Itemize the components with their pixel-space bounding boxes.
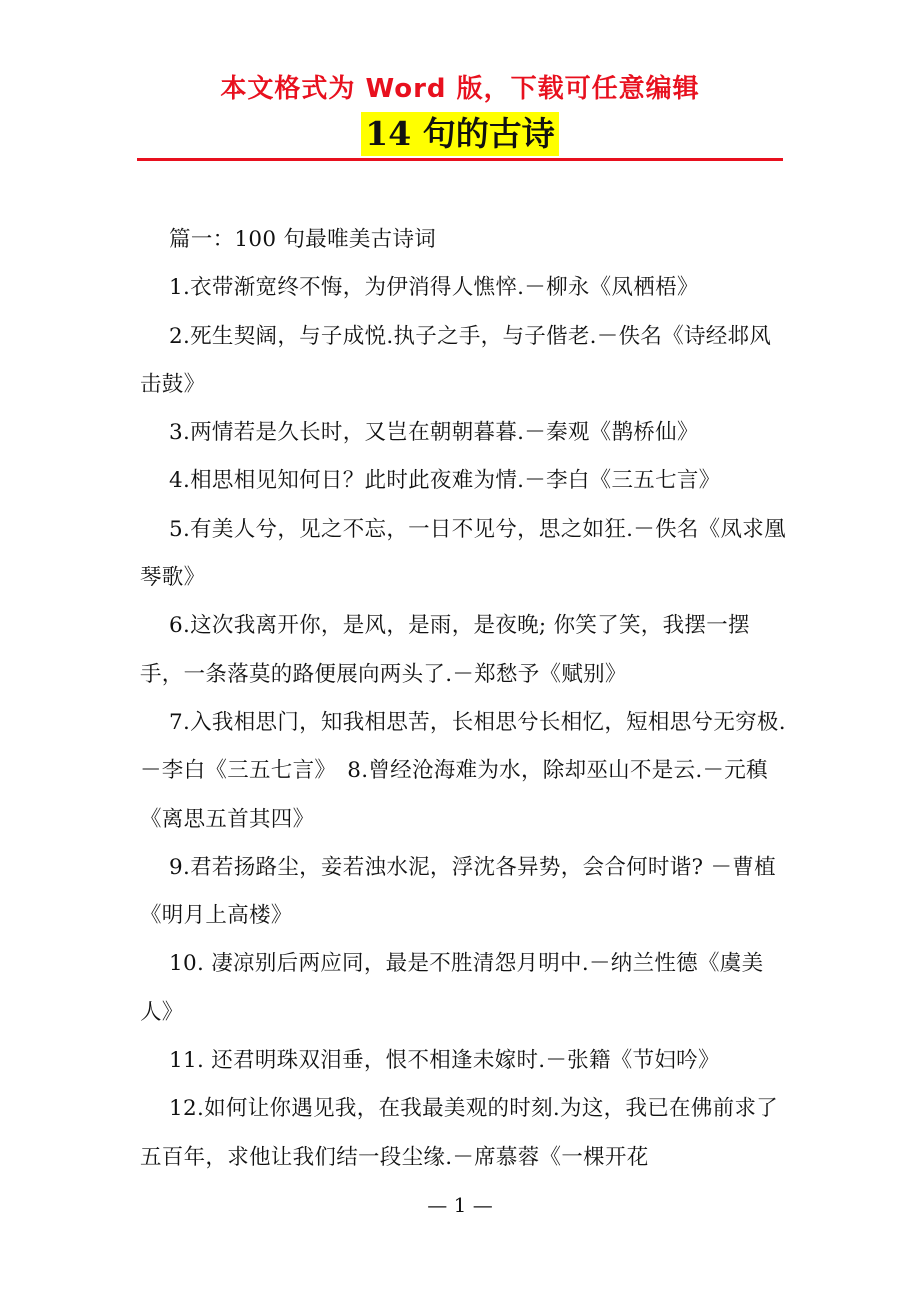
poem-line: 3.两情若是久长时，又岂在朝朝暮暮.－秦观《鹊桥仙》 <box>169 420 699 446</box>
poem-line: 5.有美人兮，见之不忘，一日不见兮，思之如狂.－佚名《凤求凰琴歌》 <box>140 516 786 591</box>
poem-line: 11. 还君明珠双泪垂，恨不相逢未嫁时.－张籍《节妇吟》 <box>169 1048 720 1074</box>
title-container <box>0 112 920 156</box>
poem-line: 7.入我相思门，知我相思苦，长相思兮长相忆，短相思兮无穷极.－李白《三五七言》 8.曾经沧海难为水，除却巫山不是云.－元稹《离思五首其四》 <box>140 709 786 832</box>
document-body <box>140 216 790 1182</box>
title-divider <box>137 158 783 161</box>
format-banner: 本文格式为 Word 版，下载可任意编辑 <box>220 74 700 104</box>
poem-line: 9.君若扬路尘，妾若浊水泥，浮沈各异势，会合何时谐? －曹植《明月上高楼》 <box>140 854 776 929</box>
page-number: — 1 — <box>427 1193 493 1217</box>
poem-line: 6.这次我离开你，是风，是雨，是夜晚; 你笑了笑，我摆一摆手，一条落莫的路便展向两头了.－郑愁予《赋别》 <box>140 613 750 687</box>
poem-line: 4.相思相见知何日？此时此夜难为情.－李白《三五七言》 <box>169 468 721 494</box>
poem-line: 1.衣带渐宽终不悔，为伊消得人憔悴.－柳永《凤栖梧》 <box>169 275 699 301</box>
document-title: 14 句的古诗 <box>361 112 558 156</box>
poem-line: 12.如何让你遇见我，在我最美观的时刻.为这，我已在佛前求了五百年，求他让我们结一段尘缘.－席慕蓉《一棵开花 <box>140 1096 779 1170</box>
poem-line: 10. 凄凉别后两应同，最是不胜清怨月明中.－纳兰性德《虞美人》 <box>140 951 764 1025</box>
poem-line: 2.死生契阔，与子成悦.执子之手，与子偕老.－佚名《诗经邶风击鼓》 <box>140 323 772 397</box>
section-heading: 篇一：100 句最唯美古诗词 <box>169 227 437 252</box>
